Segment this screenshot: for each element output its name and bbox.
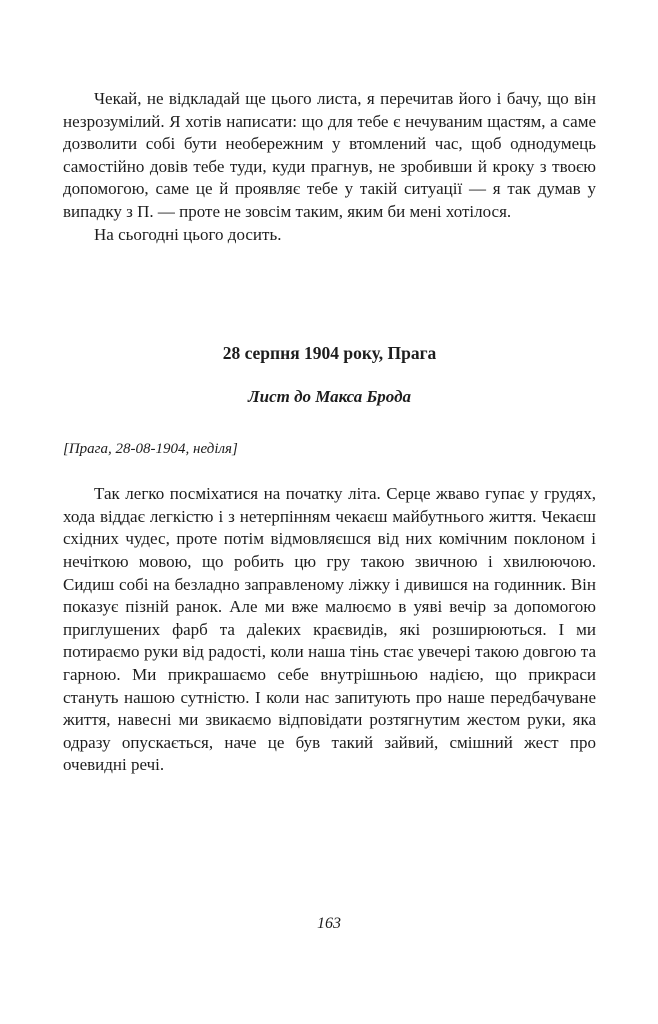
- paragraph-closing-line: На сьогодні цього досить.: [94, 224, 282, 244]
- date-place-line: [Прага, 28-08-1904, неділя]: [63, 441, 238, 458]
- section-heading-date-place: 28 серпня 1904 року, Прага: [222, 343, 437, 364]
- letter-title: Лист до Макса Брода: [247, 387, 412, 407]
- paragraph-letter-ending: Чекай, не відкладай ще цього листа, я перечитав його і бачу, що він незрозумілий. Я хотів написати: що для тебе є нечуваним щастям, а саме дозволити собі бути необережним у втомлений час, щоб однодумець самостійно довів тебе туди, куди прагнув, не зробивши й кроку з твоєю допомогою, саме це й проявляє тебе у такій ситуації — я так думав у випадку з П. — проте не зовсім таким, яким би мені хотілося.: [63, 89, 596, 221]
- page-number: 163: [317, 915, 341, 932]
- paragraph-letter-body: Так легко посміхатися на початку літа. Серце жваво гупає у грудях, хода віддає легкістю і з нетерпінням чекаєш майбутнього життя. Чекаєш східних чудес, проте потім відмовляєшся від них комічним поклоном і нечіткою мовою, що робить цю гру такою звичною і хвилюючою. Сидиш собі на безладно заправленому ліжку і дивишся на годинник. Він показує пізній ранок. Але ми вже малюємо в уяві вечір за допомогою приглушених фарб та даleких краєвидів, які розширюються. І ми потираємо руки від радості, коли наша тінь стає увечері такою довгою та гарною. Ми прикрашаємо себе внутрішньою надією, що прикраси стануть нашою сутністю. І коли нас запитують про наше передбачуване життя, навесні ми звикаємо відповідати розтягнутим жестом руки, яка одразу опускається, наче це був такий зайвий, смішний жест про очевидні речі.: [63, 484, 596, 775]
